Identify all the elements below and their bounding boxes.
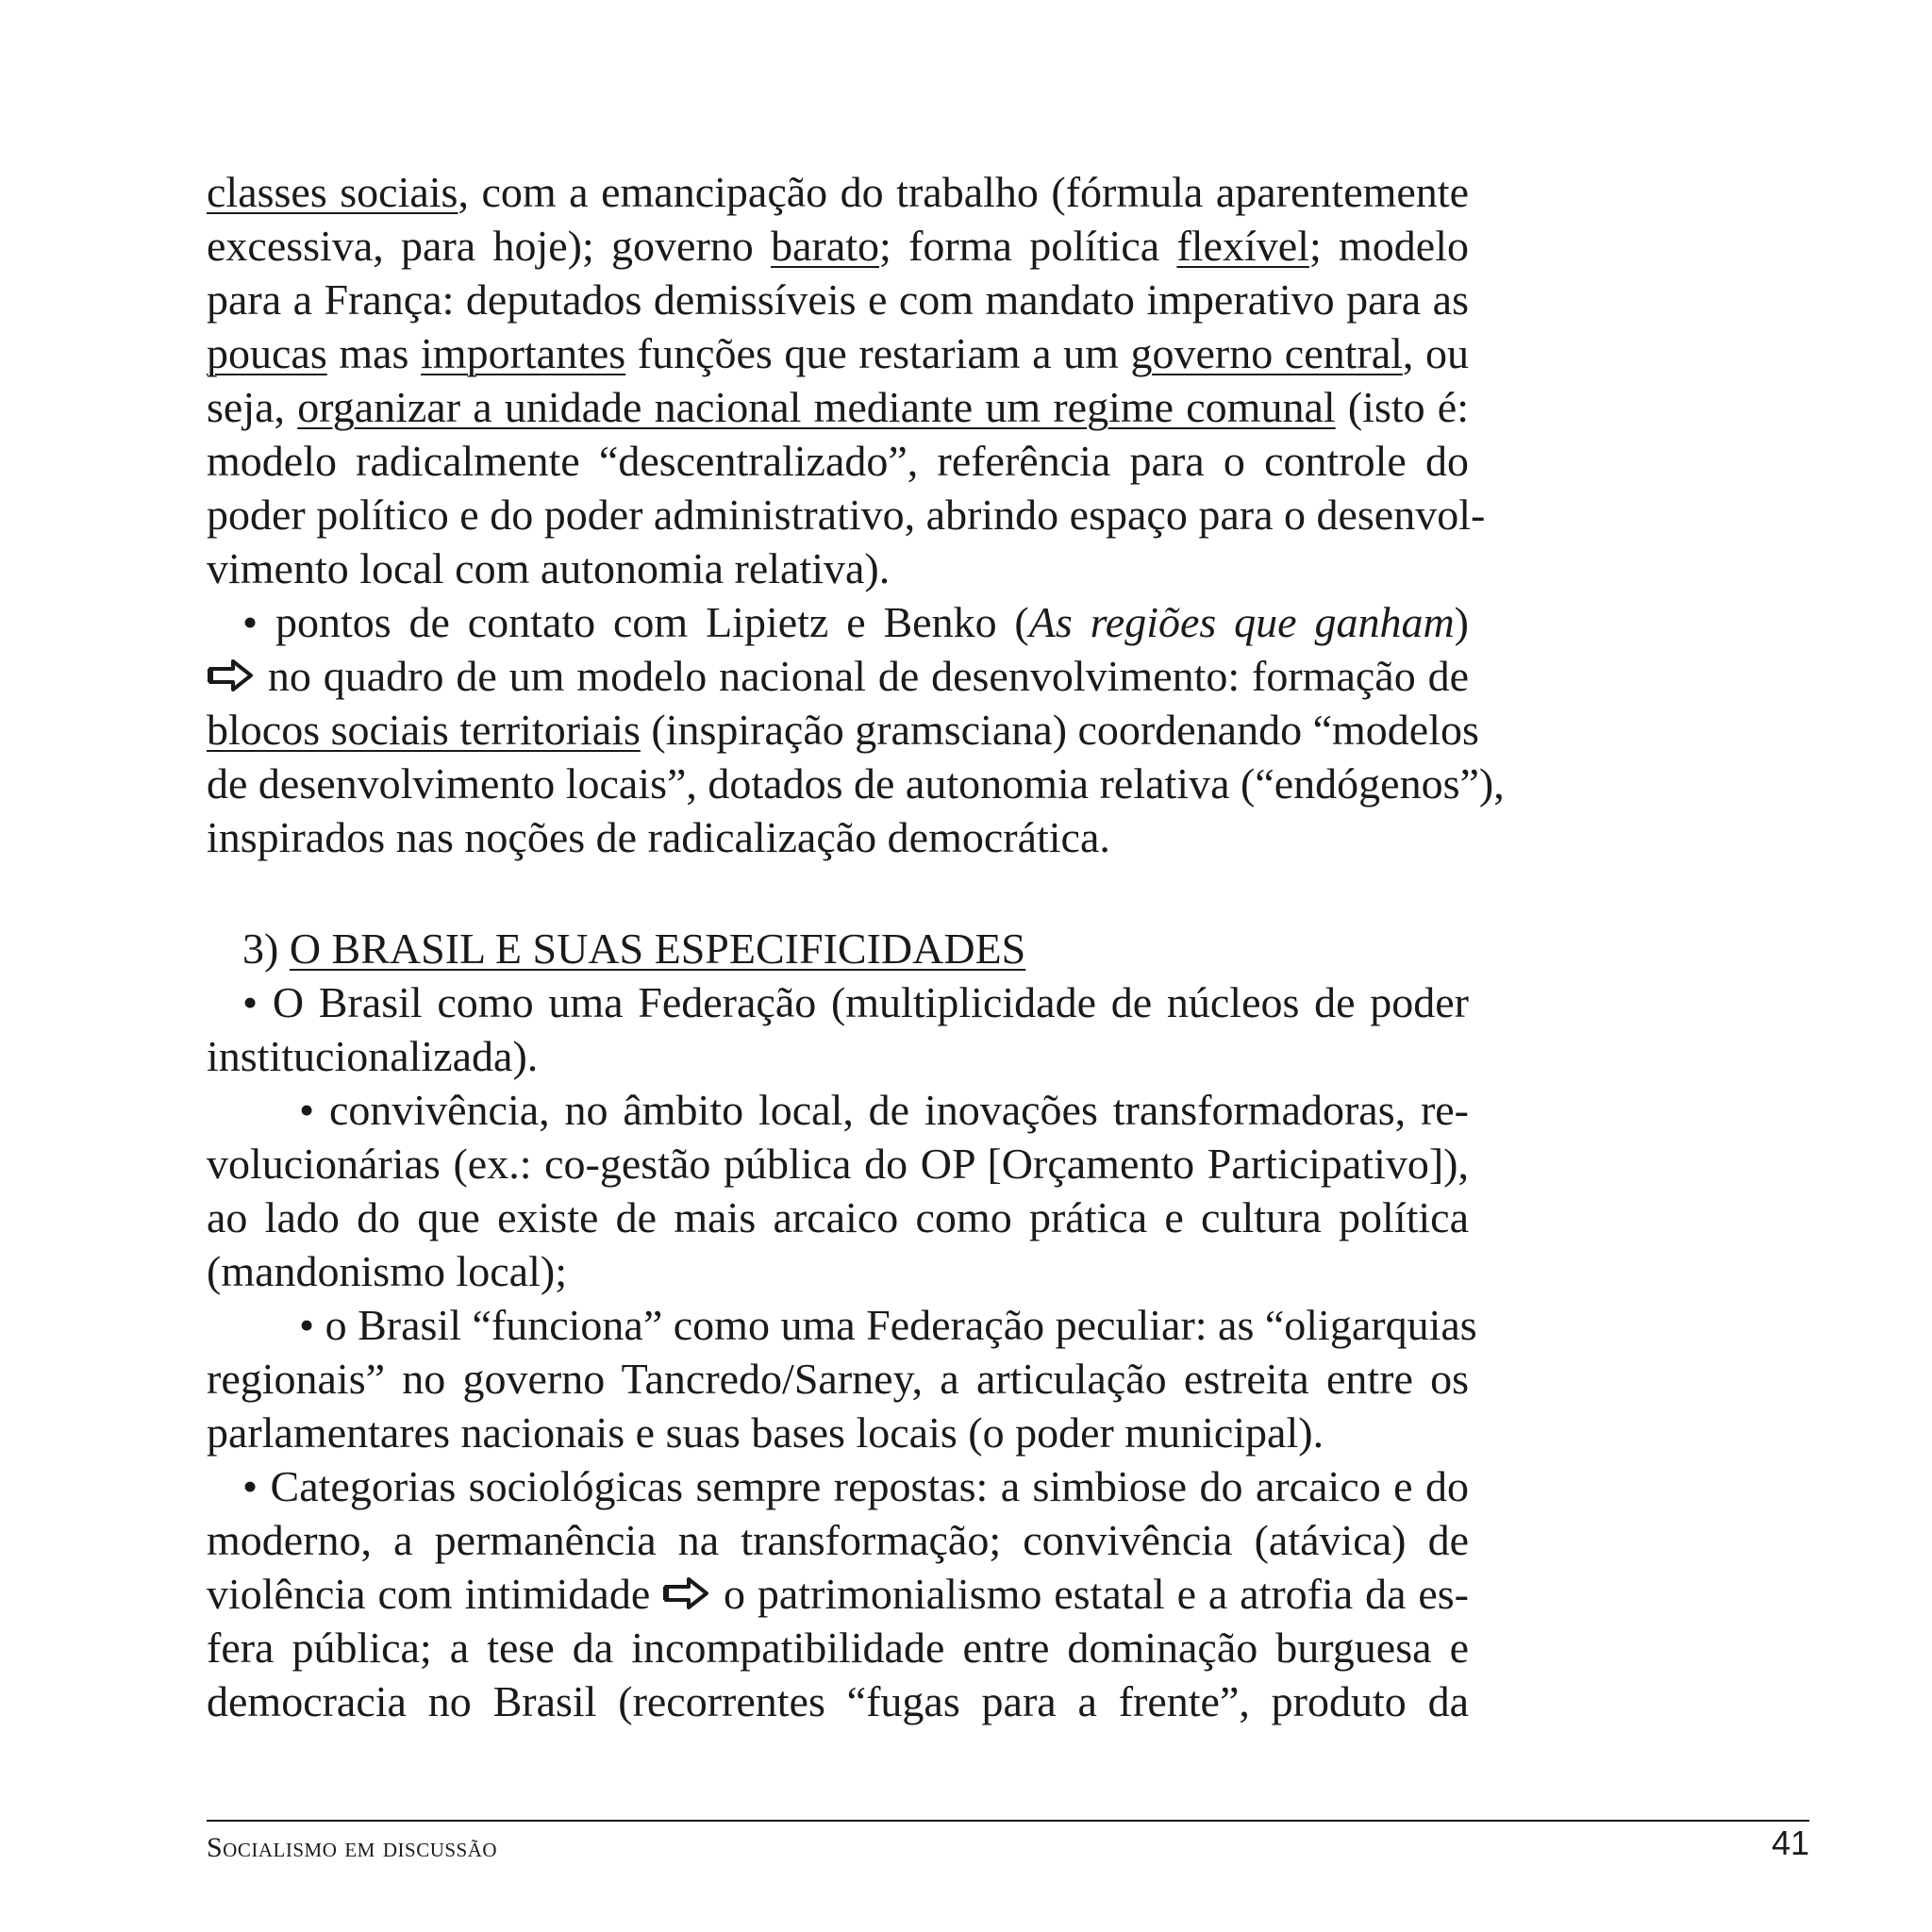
text-line: de desenvolvimento locais”, dotados de autonomia relativa (“endógenos”), [207,759,1505,808]
underlined-phrase: blocos sociais territoriais [207,706,641,754]
text-span: funções que restariam a um [625,329,1131,377]
text-line: volucionárias (ex.: co-gestão pública do OP [Orçamento Participativo]), [207,1140,1469,1188]
text-span: (isto é: [1335,383,1469,431]
text-span: • pontos de contato com Lipietz e Benko ( [242,598,1029,646]
text-line: regionais” no governo Tancredo/Sarney, a articulação estreita entre os [207,1355,1469,1403]
text-line: vimento local com autonomia relativa). [207,544,891,592]
underlined-phrase: classes sociais [207,168,458,216]
text-line [207,220,1469,273]
underlined-phrase: importantes [421,329,626,377]
text-line: ao lado do que existe de mais arcaico como prática e cultura política [207,1193,1469,1241]
text-span: , com a emancipação do trabalho (fórmula aparentemente [458,168,1470,216]
right-arrow-icon [662,1574,711,1612]
text-span: ; modelo [1308,222,1469,270]
text-line [207,166,1469,219]
footer-title: Socialismo em discussão [207,1832,498,1863]
bullet-line: • o Brasil “funciona” como uma Federação peculiar: as “oligarquias [299,1301,1477,1349]
underlined-phrase: poucas [207,329,327,377]
text-line: parlamentares nacionais e suas bases locais (o poder municipal). [207,1408,1324,1457]
bullet-line [242,596,1469,649]
text-line: democracia no Brasil (recorrentes “fugas para a frente”, produto da [207,1677,1469,1725]
text-line [207,327,1469,380]
text-line [207,1568,1469,1621]
underlined-phrase: governo central [1130,329,1403,377]
italic-title: As regiões que ganham [1028,598,1455,646]
text-span: ) [1454,598,1469,646]
text-line [207,650,1469,703]
text-line: inspirados nas noções de radicalização democrática. [207,813,1110,861]
text-line: poder político e do poder administrativo, abrindo espaço para o desenvol- [207,491,1486,539]
text-span: mas [326,329,422,377]
page-number: 41 [1771,1824,1809,1862]
underlined-phrase: organizar a unidade nacional mediante um regime comunal [297,383,1336,431]
text-line: institucionalizada). [207,1032,539,1080]
text-line: (mandonismo local); [207,1247,567,1295]
text-line: para a França: deputados demissíveis e com mandato imperativo para as [207,275,1469,324]
text-line [207,381,1469,434]
section-heading [242,923,1469,975]
bullet-line: • convivência, no âmbito local, de inovações transformadoras, re- [299,1086,1469,1134]
footer-divider [207,1820,1809,1822]
text-span: violência com intimidade [207,1570,663,1618]
section-number: 3) [242,924,290,973]
text-line: moderno, a permanência na transformação; convivência (atávica) de [207,1516,1469,1564]
underlined-phrase: barato [771,222,880,270]
text-line [207,704,1479,757]
text-span: o patrimonialismo estatal e a atrofia da es- [711,1570,1469,1618]
text-span: no quadro de um modelo nacional de desenvolvimento: formação de [256,652,1469,700]
text-span: seja, [207,383,298,431]
text-span: ; forma política [879,222,1177,270]
text-line: modelo radicalmente “descentralizado”, referência para o controle do [207,437,1469,485]
text-line: fera pública; a tese da incompatibilidade entre dominação burguesa e [207,1624,1469,1672]
bullet-line: • O Brasil como uma Federação (multiplicidade de núcleos de poder [242,978,1469,1026]
text-span: (inspiração gramsciana) coordenando “modelos [640,706,1479,754]
section-title: O BRASIL E SUAS ESPECIFICIDADES [289,924,1026,973]
text-span: , ou [1402,329,1469,377]
bullet-line: • Categorias sociológicas sempre repostas: a simbiose do arcaico e do [242,1462,1469,1510]
text-span: excessiva, para hoje); governo [207,222,772,270]
right-arrow-icon [207,657,256,694]
underlined-phrase: flexível [1176,222,1309,270]
